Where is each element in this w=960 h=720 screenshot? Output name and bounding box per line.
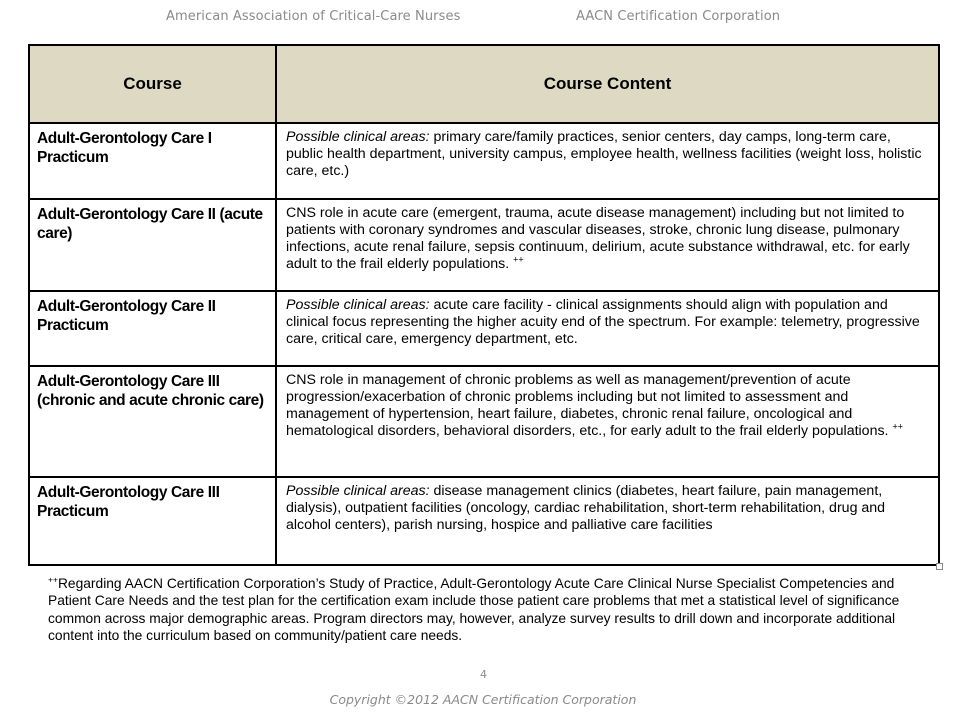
content-text: CNS role in acute care (emergent, trauma, acute disease management) including but not limited to patients with coronary syndromes and vascular diseases, stroke, chronic lung disease, pulmonary infections, acute renal failure, sepsis continuum, delirium, acute substance withdrawal, etc. for early adult to the frail elderly populations. <box>286 205 910 272</box>
course-content-cell <box>276 366 939 477</box>
content-lead: Possible clinical areas: <box>286 297 430 313</box>
table-row <box>29 291 939 366</box>
column-header-course-content: Course Content <box>276 45 939 123</box>
table-header-row <box>29 45 939 123</box>
content-lead: Possible clinical areas: <box>286 129 430 145</box>
course-name-cell: Adult-Gerontology Care II Practicum <box>29 291 276 366</box>
footnote-mark: ++ <box>513 254 524 265</box>
copyright-notice: Copyright ©2012 AACN Certification Corporation <box>329 692 637 707</box>
content-text: disease management clinics (diabetes, heart failure, pain management, dialysis), outpatient facilities (oncology, cardiac rehabilitation, short-term rehabilitation, drug and alcohol centers), parish nursing, hospice and palliative care facilities <box>286 483 886 533</box>
table-row <box>29 199 939 291</box>
course-name-cell: Adult-Gerontology Care III (chronic and acute chronic care) <box>29 366 276 477</box>
footnote-mark: ++ <box>892 421 903 432</box>
resize-handle[interactable] <box>936 563 943 570</box>
course-content-cell <box>276 477 939 565</box>
content-lead: Possible clinical areas: <box>286 483 430 499</box>
footnote <box>48 575 918 645</box>
course-table <box>28 44 940 566</box>
header-organization: American Association of Critical-Care Nurses <box>166 9 461 24</box>
table-row <box>29 366 939 477</box>
course-name-cell: Adult-Gerontology Care III Practicum <box>29 477 276 565</box>
footnote-mark: ++ <box>48 574 58 585</box>
course-content-cell <box>276 123 939 199</box>
content-text: CNS role in management of chronic problems as well as management/prevention of acute progression/exacerbation of chronic problems including but not limited to assessment and management of hypertension, heart failure, diabetes, chronic renal failure, oncological and hematological disorders, behavioral disorders, etc., for early adult to the frail elderly populations. <box>286 372 893 439</box>
footnote-text: Regarding AACN Certification Corporation’s Study of Practice, Adult-Gerontology Acute Care Clinical Nurse Specialist Competencies and Patient Care Needs and the test plan for the certification exam include those patient care problems that met a statistical level of significance common across major demographic areas. Program directors may, however, analyze survey results to drill down and incorporate additional content into the curriculum based on community/patient care needs. <box>48 576 900 644</box>
course-name-cell: Adult-Gerontology Care II (acute care) <box>29 199 276 291</box>
course-content-cell <box>276 291 939 366</box>
course-content-cell <box>276 199 939 291</box>
course-name-cell: Adult-Gerontology Care I Practicum <box>29 123 276 199</box>
header-corporation: AACN Certification Corporation <box>576 9 781 24</box>
table-row <box>29 123 939 199</box>
page-number: 4 <box>480 668 487 681</box>
content-text: acute care facility - clinical assignments should align with population and clinical focus representing the higher acuity end of the spectrum. For example: telemetry, progressive care, critical care, emergency department, etc. <box>286 297 920 347</box>
column-header-course: Course <box>29 45 276 123</box>
content-text: primary care/family practices, senior centers, day camps, long-term care, public health department, university campus, employee health, wellness facilities (weight loss, holistic care, etc.) <box>286 129 922 179</box>
table-row <box>29 477 939 565</box>
